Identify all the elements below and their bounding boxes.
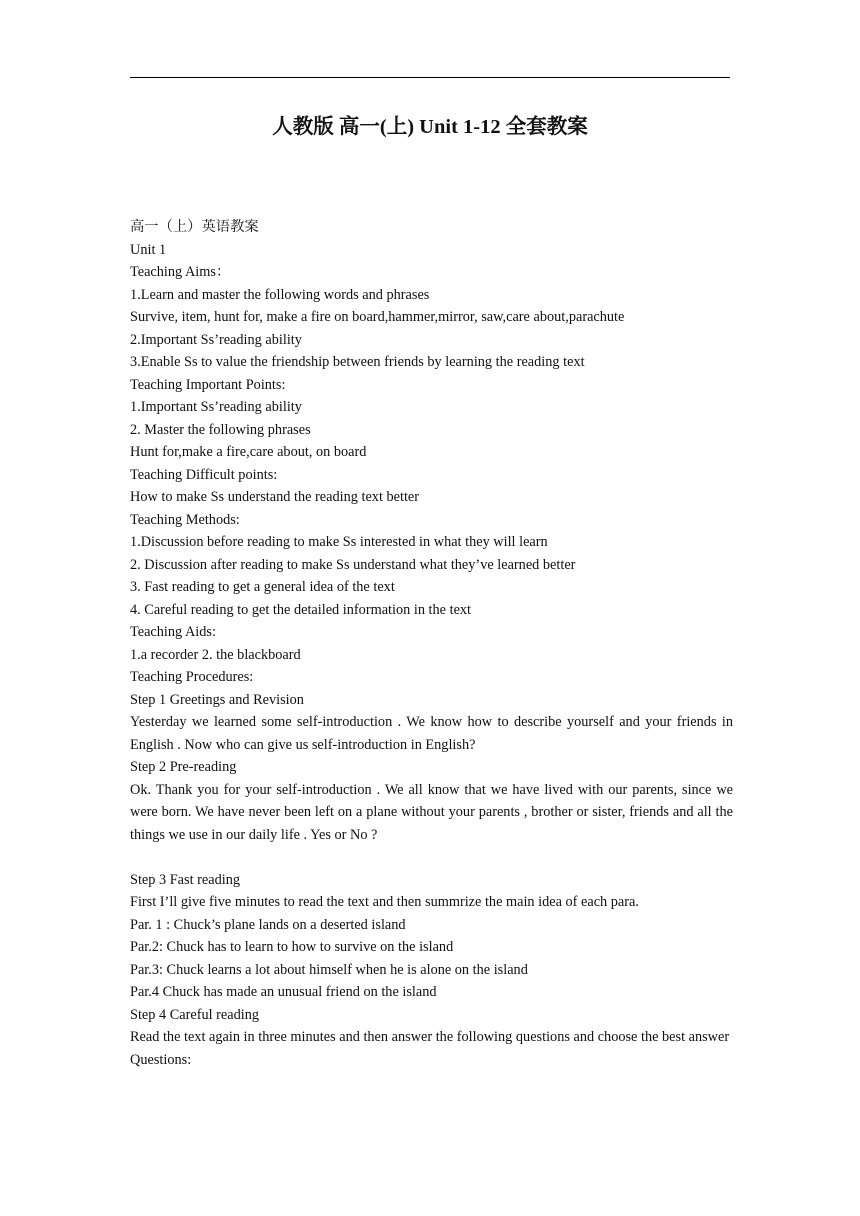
important-point-1: 1.Important Ss’reading ability [130,399,302,415]
teaching-aids-heading: Teaching Aids: [130,624,216,640]
important-points-heading: Teaching Important Points: [130,376,286,393]
important-point-2: 2. Master the following phrases [130,421,311,438]
teaching-methods-heading: Teaching Methods: [130,511,240,528]
step-4-heading: Step 4 Careful reading [130,1006,260,1023]
difficult-points-heading: Teaching Difficult points: [130,466,278,483]
teaching-aims-heading: Teaching Aims： [130,264,231,280]
paragraph-summary-2: Par.2: Chuck has to learn to how to survive on the island [130,939,454,955]
method-item-1: 1.Discussion before reading to make Ss interested in what they will learn [130,534,548,550]
unit-heading: Unit 1 [130,241,167,258]
paragraph-summary-1: Par. 1 : Chuck’s plane lands on a deserted island [130,916,406,933]
aim-item-2: 2.Important Ss’reading ability [130,331,302,348]
revision-paragraph: Yesterday we learned some self-introduction . We know how to describe yourself and your friends in English . Now who can give us self-introduction in English? [130,714,733,753]
vocabulary-list: Survive, item, hunt for, make a fire on board,hammer,mirror, saw,care about,parachute [130,309,625,325]
aids-list: 1.a recorder 2. the blackboard [130,646,301,663]
teaching-procedures-heading: Teaching Procedures: [130,669,254,685]
method-item-2: 2. Discussion after reading to make Ss understand what they’ve learned better [130,556,576,573]
aim-item-3: 3.Enable Ss to value the friendship between friends by learning the reading text [130,354,585,370]
paragraph-summary-3: Par.3: Chuck learns a lot about himself when he is alone on the island [130,961,528,978]
step-1-heading: Step 1 Greetings and Revision [130,691,304,708]
phrase-list: Hunt for,make a fire,care about, on board [130,444,367,460]
careful-reading-paragraph: Read the text again in three minutes and then answer the following questions and choose the best answer [130,1029,730,1045]
method-item-4: 4. Careful reading to get the detailed information in the text [130,601,472,618]
difficult-point-1: How to make Ss understand the reading text better [130,489,420,505]
aim-item-1: 1.Learn and master the following words and phrases [130,286,430,303]
document-title: 人教版 高一(上) Unit 1-12 全套教案 [272,116,588,138]
fast-reading-instruction: First I’ll give five minutes to read the text and then summrize the main idea of each para. [130,894,639,910]
method-item-3: 3. Fast reading to get a general idea of the text [130,579,395,595]
blank-line [130,846,733,869]
prereading-paragraph: Ok. Thank you for your self-introduction . We all know that we have lived with our parents, since we were born. We have never been left on a plane without your parents , brother or sister, friends and all the things we use in our daily life . Yes or No ? [130,781,733,843]
paragraph-summary-4: Par.4 Chuck has made an unusual friend on the island [130,984,437,1000]
questions-label: Questions: [130,1051,192,1068]
document-body [130,216,733,1071]
step-2-heading: Step 2 Pre-reading [130,759,237,775]
course-heading: 高一（上）英语教案 [130,219,259,235]
step-3-heading: Step 3 Fast reading [130,871,240,888]
header-rule [130,77,730,78]
